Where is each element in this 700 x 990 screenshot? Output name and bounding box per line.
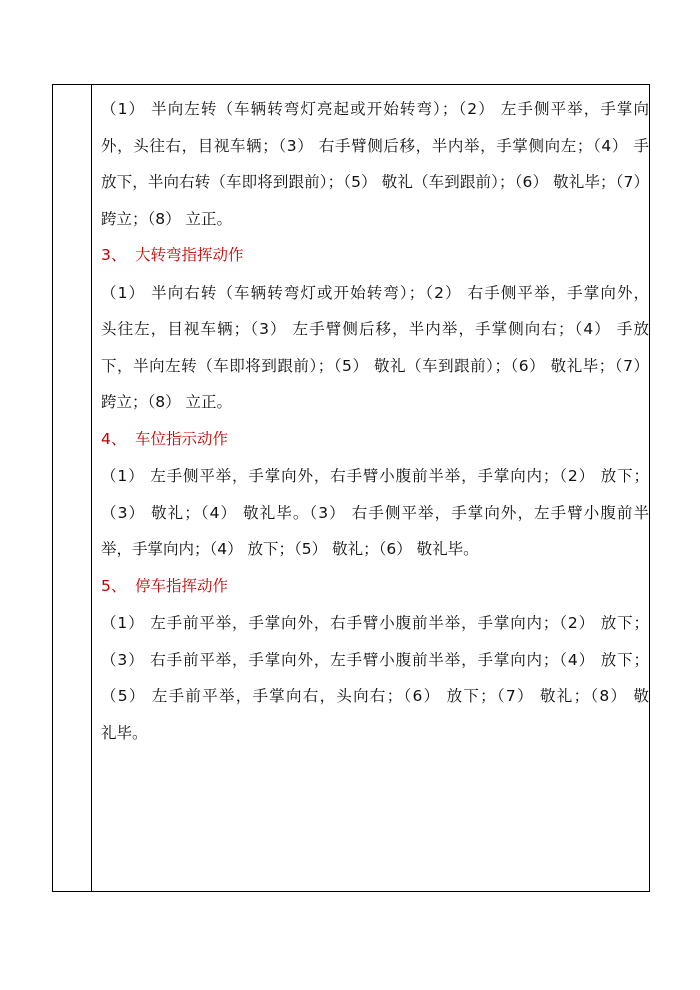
paragraph-line: 放下，半向右转（车即将到跟前）；（5） 敬礼（车到跟前）；（6） 敬礼毕；（7） bbox=[101, 173, 649, 191]
paragraph-line: （1） 左手侧平举，手掌向外，右手臂小腹前半举，手掌向内；（2） 放下； bbox=[101, 467, 649, 485]
section-3-body bbox=[101, 275, 649, 421]
section-number: 4、 bbox=[101, 429, 127, 448]
section-number: 5、 bbox=[101, 576, 127, 595]
section-heading-4 bbox=[101, 421, 649, 459]
paragraph-line: （3） 敬礼；（4） 敬礼毕。（3） 右手侧平举，手掌向外，左手臂小腹前半 bbox=[101, 503, 649, 522]
paragraph-line: 跨立；（8） 立正。 bbox=[101, 393, 233, 411]
paragraph-line: （1） 半向右转（车辆转弯灯或开始转弯）；（2） 右手侧平举，手掌向外， bbox=[101, 283, 649, 302]
paragraph-line: （3） 右手前平举，手掌向外，左手臂小腹前半举，手掌向内；（4） 放下； bbox=[101, 650, 649, 669]
section-number: 3、 bbox=[101, 246, 127, 264]
paragraph-line: （5） 左手前平举，手掌向右，头向右；（6） 放下；（7） 敬礼；（8） 敬 bbox=[101, 687, 649, 705]
paragraph-line: 头往左，目视车辆；（3） 左手臂侧后移，半内举，手掌侧向右；（4） 手放 bbox=[101, 320, 649, 338]
section-5-body bbox=[101, 605, 649, 751]
paragraph-line: 下，半向左转（车即将到跟前）；（5） 敬礼（车到跟前）；（6） 敬礼毕；（7） bbox=[101, 356, 649, 375]
section-title: 停车指挥动作 bbox=[135, 576, 229, 595]
paragraph-line: （1） 左手前平举，手掌向外，右手臂小腹前半举，手掌向内；（2） 放下； bbox=[101, 614, 649, 632]
paragraph-line: 礼毕。 bbox=[101, 723, 148, 742]
section-title: 车位指示动作 bbox=[135, 429, 229, 448]
paragraph-line: （1） 半向左转（车辆转弯灯亮起或开始转弯）；（2） 左手侧平举，手掌向 bbox=[101, 100, 649, 118]
paragraph-line: 举，手掌向内；（4） 放下；（5） 敬礼；（6） 敬礼毕。 bbox=[101, 540, 479, 558]
section-title: 大转弯指挥动作 bbox=[135, 246, 244, 264]
paragraph-line: 外，头往右，目视车辆；（3） 右手臂侧后移，半内举，手掌侧向左；（4） 手 bbox=[101, 136, 649, 155]
section-heading-5 bbox=[101, 568, 649, 606]
table-content-cell bbox=[101, 91, 649, 751]
section-2-continuation bbox=[101, 91, 649, 237]
paragraph-line: 跨立；（8） 立正。 bbox=[101, 209, 233, 228]
document-table bbox=[52, 84, 650, 892]
left-column bbox=[53, 85, 92, 891]
section-4-body bbox=[101, 458, 649, 568]
section-heading-3 bbox=[101, 237, 649, 275]
